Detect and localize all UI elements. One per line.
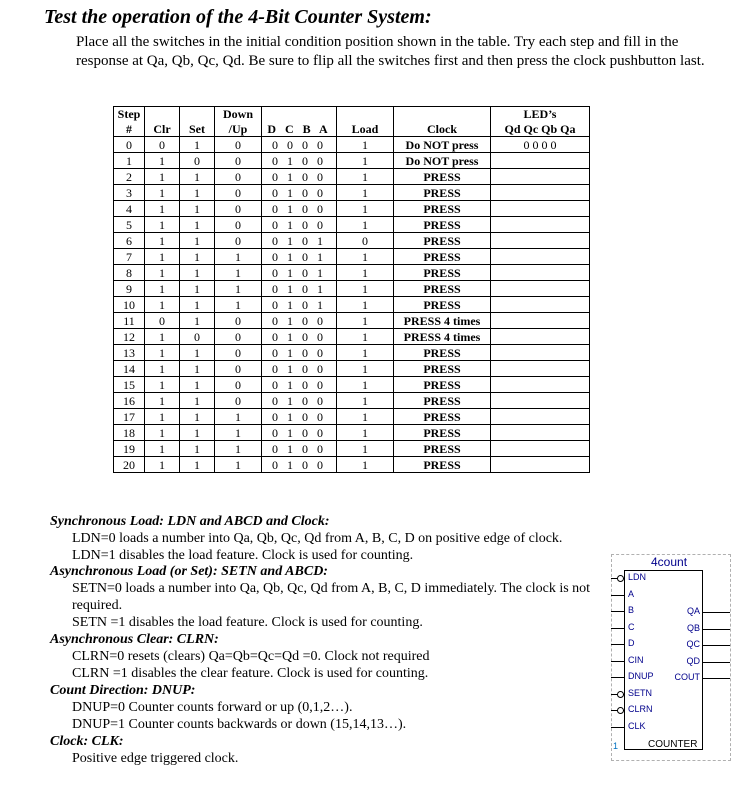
cell-clock: PRESS <box>394 393 491 409</box>
cell-down-up: 0 <box>215 361 262 377</box>
cell-clr: 0 <box>145 137 180 153</box>
cell-down-up: 0 <box>215 377 262 393</box>
cell-load: 1 <box>337 297 394 313</box>
cell-leds <box>491 313 590 329</box>
symbol-index: 1 <box>613 741 619 751</box>
cell-clr: 1 <box>145 281 180 297</box>
cell-clr: 1 <box>145 409 180 425</box>
cell-clr: Clr <box>145 121 180 137</box>
cell-load: 1 <box>337 329 394 345</box>
cell-down-up: 1 <box>215 249 262 265</box>
table-row <box>114 185 590 201</box>
cell-dcba: 0 1 0 0 <box>262 377 337 393</box>
cell-down-up: 1 <box>215 297 262 313</box>
cell-step: 14 <box>114 361 145 377</box>
cell-clr: 1 <box>145 329 180 345</box>
cell-set: 1 <box>180 393 215 409</box>
table-header-row-bottom <box>114 121 590 137</box>
cell-dcba <box>262 107 337 122</box>
input-pin-label: CLRN <box>628 704 653 714</box>
input-pin-line <box>611 611 624 612</box>
cell-down-up: 0 <box>215 185 262 201</box>
symbol-name: 4count <box>651 555 688 569</box>
cell-load: 1 <box>337 185 394 201</box>
cell-step: 17 <box>114 409 145 425</box>
cell-leds <box>491 393 590 409</box>
symbol-instance-name: COUNTER <box>648 739 698 750</box>
cell-load: 1 <box>337 425 394 441</box>
cell-set: 1 <box>180 297 215 313</box>
cell-set: 1 <box>180 201 215 217</box>
cell-clr: 1 <box>145 377 180 393</box>
cell-load: 1 <box>337 249 394 265</box>
cell-step: 5 <box>114 217 145 233</box>
async-clear-line-1: CLRN=0 resets (clears) Qa=Qb=Qc=Qd =0. Clock not required <box>72 649 430 664</box>
table-row <box>114 329 590 345</box>
async-clear-line-2: CLRN =1 disables the clear feature. Clock is used for counting. <box>72 666 429 681</box>
cell-leds <box>491 409 590 425</box>
cell-down-up: 0 <box>215 137 262 153</box>
cell-clock: PRESS <box>394 457 491 473</box>
cell-leds <box>491 457 590 473</box>
cell-leds <box>491 217 590 233</box>
input-pin-label: CIN <box>628 654 644 665</box>
output-pin-line <box>702 645 730 646</box>
cell-clock: Do NOT press <box>394 137 491 153</box>
cell-load <box>337 107 394 122</box>
cell-down-up: 0 <box>215 393 262 409</box>
cell-clock: PRESS <box>394 361 491 377</box>
table-row <box>114 201 590 217</box>
cell-clr: 1 <box>145 169 180 185</box>
cell-down-up: /Up <box>215 121 262 137</box>
cell-set: 1 <box>180 265 215 281</box>
cell-clock: PRESS 4 times <box>394 329 491 345</box>
count-direction-heading: Count Direction: DNUP: <box>50 683 196 698</box>
cell-step: 16 <box>114 393 145 409</box>
cell-clock: PRESS <box>394 185 491 201</box>
cell-dcba: 0 1 0 0 <box>262 217 337 233</box>
cell-step: 9 <box>114 281 145 297</box>
cell-clock: PRESS <box>394 441 491 457</box>
table-row <box>114 345 590 361</box>
input-pin-line <box>611 727 624 728</box>
cell-set: 1 <box>180 313 215 329</box>
cell-set: 1 <box>180 425 215 441</box>
table-row <box>114 377 590 393</box>
cell-leds <box>491 345 590 361</box>
async-clear-heading: Asynchronous Clear: CLRN: <box>50 632 219 647</box>
cell-leds <box>491 441 590 457</box>
cell-clock: PRESS <box>394 233 491 249</box>
cell-dcba: 0 1 0 0 <box>262 345 337 361</box>
cell-load: 1 <box>337 361 394 377</box>
async-load-line-2: SETN =1 disables the load feature. Clock is used for counting. <box>72 615 423 630</box>
cell-down-up: 0 <box>215 217 262 233</box>
table-row <box>114 313 590 329</box>
cell-clock <box>394 107 491 122</box>
cell-dcba: 0 0 0 0 <box>262 137 337 153</box>
cell-load: 1 <box>337 169 394 185</box>
cell-set: 0 <box>180 153 215 169</box>
cell-dcba: 0 1 0 0 <box>262 169 337 185</box>
input-pin-line <box>611 595 624 596</box>
cell-leds <box>491 281 590 297</box>
table-row <box>114 137 590 153</box>
output-pin-line <box>702 629 730 630</box>
sync-load-heading: Synchronous Load: LDN and ABCD and Clock: <box>50 514 330 529</box>
cell-load: 1 <box>337 409 394 425</box>
cell-leds <box>491 377 590 393</box>
cell-leds <box>491 425 590 441</box>
input-pin-line <box>611 677 624 678</box>
output-pin-line <box>702 678 730 679</box>
cell-dcba: 0 1 0 0 <box>262 425 337 441</box>
cell-clr: 1 <box>145 425 180 441</box>
table-row <box>114 169 590 185</box>
cell-clock: PRESS 4 times <box>394 313 491 329</box>
cell-load: 1 <box>337 153 394 169</box>
cell-dcba: 0 1 0 0 <box>262 393 337 409</box>
cell-down-up: 1 <box>215 425 262 441</box>
cell-clr: 1 <box>145 153 180 169</box>
cell-leds <box>491 153 590 169</box>
cell-clock: PRESS <box>394 249 491 265</box>
cell-set: 1 <box>180 345 215 361</box>
cell-load: Load <box>337 121 394 137</box>
cell-step: 19 <box>114 441 145 457</box>
cell-clock: PRESS <box>394 201 491 217</box>
cell-leds <box>491 297 590 313</box>
cell-load: 1 <box>337 281 394 297</box>
cell-clock: Do NOT press <box>394 153 491 169</box>
table-row <box>114 249 590 265</box>
cell-step: 8 <box>114 265 145 281</box>
cell-clr: 1 <box>145 441 180 457</box>
cell-leds <box>491 265 590 281</box>
cell-set <box>180 107 215 122</box>
cell-step: 18 <box>114 425 145 441</box>
cell-load: 1 <box>337 265 394 281</box>
cell-set: 1 <box>180 169 215 185</box>
cell-clock: Clock <box>394 121 491 137</box>
cell-down-up: 0 <box>215 153 262 169</box>
cell-clr: 1 <box>145 249 180 265</box>
cell-set: 1 <box>180 233 215 249</box>
cell-leds: 0 0 0 0 <box>491 137 590 153</box>
cell-step: 11 <box>114 313 145 329</box>
cell-set: 1 <box>180 185 215 201</box>
cell-clr: 1 <box>145 361 180 377</box>
table-row <box>114 457 590 473</box>
cell-dcba: 0 1 0 0 <box>262 409 337 425</box>
cell-dcba: 0 1 0 0 <box>262 313 337 329</box>
cell-set: 0 <box>180 329 215 345</box>
cell-step: 4 <box>114 201 145 217</box>
cell-leds <box>491 201 590 217</box>
cell-load: 1 <box>337 313 394 329</box>
cell-dcba: 0 1 0 1 <box>262 297 337 313</box>
cell-down-up: 0 <box>215 201 262 217</box>
cell-step: 7 <box>114 249 145 265</box>
cell-dcba: 0 1 0 1 <box>262 233 337 249</box>
clock-heading: Clock: CLK: <box>50 734 124 749</box>
count-direction-line-2: DNUP=1 Counter counts backwards or down (15,14,13…). <box>72 717 407 732</box>
cell-leds: Qd Qc Qb Qa <box>491 121 590 137</box>
cell-down-up: 0 <box>215 233 262 249</box>
cell-load: 1 <box>337 345 394 361</box>
cell-dcba: 0 1 0 0 <box>262 329 337 345</box>
sync-load-line-1: LDN=0 loads a number into Qa, Qb, Qc, Qd from A, B, C, D on positive edge of clock. <box>72 531 563 546</box>
table-row <box>114 425 590 441</box>
instructions-paragraph: Place all the switches in the initial condition position shown in the table. Try each step and fill in the response at Qa, Qb, Qc, Qd. Be sure to flip all the switches first and then press the clock pushbutton last. <box>76 34 705 69</box>
cell-dcba: 0 1 0 1 <box>262 249 337 265</box>
cell-load: 0 <box>337 233 394 249</box>
cell-dcba: 0 1 0 1 <box>262 265 337 281</box>
cell-dcba: 0 1 0 0 <box>262 361 337 377</box>
cell-clock: PRESS <box>394 409 491 425</box>
cell-leds <box>491 329 590 345</box>
inversion-bubble <box>617 575 624 582</box>
input-pin-label: DNUP <box>628 671 654 681</box>
cell-set: 1 <box>180 441 215 457</box>
cell-clock: PRESS <box>394 377 491 393</box>
cell-clock: PRESS <box>394 281 491 297</box>
cell-down-up: 1 <box>215 281 262 297</box>
count-direction-line-1: DNUP=0 Counter counts forward or up (0,1,2…). <box>72 700 353 715</box>
cell-down-up: 1 <box>215 457 262 473</box>
output-pin-line <box>702 662 730 663</box>
cell-clr: 1 <box>145 201 180 217</box>
cell-clr: 1 <box>145 345 180 361</box>
cell-down-up: 0 <box>215 345 262 361</box>
cell-set: 1 <box>180 281 215 297</box>
cell-dcba: 0 1 0 1 <box>262 281 337 297</box>
table-header-row-top <box>114 107 590 122</box>
cell-set: Set <box>180 121 215 137</box>
cell-clr: 1 <box>145 457 180 473</box>
cell-down-up: 1 <box>215 409 262 425</box>
cell-clock: PRESS <box>394 345 491 361</box>
cell-down-up: 0 <box>215 329 262 345</box>
cell-load: 1 <box>337 441 394 457</box>
cell-leds <box>491 233 590 249</box>
cell-clr: 1 <box>145 265 180 281</box>
input-pin-label: CLK <box>628 720 646 731</box>
cell-step: 1 <box>114 153 145 169</box>
output-pin-label: QC <box>686 639 700 649</box>
cell-clr <box>145 107 180 122</box>
table-row <box>114 409 590 425</box>
table-row <box>114 153 590 169</box>
cell-step: Step <box>114 107 145 122</box>
cell-clock: PRESS <box>394 265 491 281</box>
cell-step: 0 <box>114 137 145 153</box>
input-pin-line <box>611 661 624 662</box>
cell-step: 13 <box>114 345 145 361</box>
cell-dcba: D C B A <box>262 121 337 137</box>
cell-dcba: 0 1 0 0 <box>262 201 337 217</box>
cell-leds <box>491 169 590 185</box>
feature-notes <box>50 513 610 767</box>
cell-set: 1 <box>180 409 215 425</box>
section-title: Test the operation of the 4-Bit Counter System: <box>44 6 432 28</box>
cell-load: 1 <box>337 377 394 393</box>
input-pin-line <box>611 628 624 629</box>
cell-step: 12 <box>114 329 145 345</box>
cell-clr: 1 <box>145 217 180 233</box>
table-row <box>114 233 590 249</box>
cell-set: 1 <box>180 249 215 265</box>
cell-clr: 1 <box>145 185 180 201</box>
cell-down-up: 0 <box>215 313 262 329</box>
inversion-bubble <box>617 691 624 698</box>
inversion-bubble <box>617 707 624 714</box>
cell-load: 1 <box>337 217 394 233</box>
cell-clock: PRESS <box>394 297 491 313</box>
cell-set: 1 <box>180 137 215 153</box>
table-row <box>114 281 590 297</box>
cell-dcba: 0 1 0 0 <box>262 185 337 201</box>
input-pin-label: SETN <box>628 687 653 698</box>
cell-down-up: 1 <box>215 441 262 457</box>
clock-line-1: Positive edge triggered clock. <box>72 751 239 766</box>
cell-step: 3 <box>114 185 145 201</box>
cell-step: 15 <box>114 377 145 393</box>
cell-step: # <box>114 121 145 137</box>
cell-clr: 0 <box>145 313 180 329</box>
cell-set: 1 <box>180 361 215 377</box>
cell-dcba: 0 1 0 0 <box>262 441 337 457</box>
output-pin-label: QA <box>686 606 700 616</box>
cell-step: 10 <box>114 297 145 313</box>
input-pin-label: C <box>628 621 635 632</box>
table-row <box>114 361 590 377</box>
input-pin-line <box>611 644 624 645</box>
cell-leds: LED’s <box>491 107 590 122</box>
async-load-heading: Asynchronous Load (or Set): SETN and ABCD: <box>50 564 328 579</box>
table-row <box>114 217 590 233</box>
cell-clr: 1 <box>145 393 180 409</box>
cell-step: 20 <box>114 457 145 473</box>
cell-clr: 1 <box>145 233 180 249</box>
input-pin-label: LDN <box>628 572 647 582</box>
input-pin-label: B <box>628 605 635 615</box>
output-pin-label: QB <box>686 622 700 633</box>
table-row <box>114 393 590 409</box>
cell-load: 1 <box>337 137 394 153</box>
cell-load: 1 <box>337 201 394 217</box>
table-row <box>114 441 590 457</box>
cell-set: 1 <box>180 217 215 233</box>
cell-down-up: 0 <box>215 169 262 185</box>
cell-down-up: Down <box>215 107 262 122</box>
cell-down-up: 1 <box>215 265 262 281</box>
cell-clock: PRESS <box>394 169 491 185</box>
table-row <box>114 297 590 313</box>
cell-dcba: 0 1 0 0 <box>262 457 337 473</box>
cell-leds <box>491 185 590 201</box>
input-pin-label: D <box>628 638 635 648</box>
output-pin-label: QD <box>686 655 700 666</box>
cell-leds <box>491 249 590 265</box>
table-row <box>114 265 590 281</box>
cell-set: 1 <box>180 457 215 473</box>
cell-load: 1 <box>337 457 394 473</box>
counter-block-symbol <box>596 552 746 764</box>
output-pin-line <box>702 612 730 613</box>
cell-load: 1 <box>337 393 394 409</box>
async-load-line-1: SETN=0 loads a number into Qa, Qb, Qc, Qd from A, B, C, D immediately. The clock is not required. <box>72 581 591 613</box>
output-pin-label: COUT <box>674 672 700 682</box>
cell-clock: PRESS <box>394 217 491 233</box>
cell-step: 2 <box>114 169 145 185</box>
cell-dcba: 0 1 0 0 <box>262 153 337 169</box>
sync-load-line-2: LDN=1 disables the load feature. Clock is used for counting. <box>72 548 414 563</box>
counter-test-table <box>113 106 590 473</box>
input-pin-label: A <box>628 588 635 599</box>
cell-clr: 1 <box>145 297 180 313</box>
cell-step: 6 <box>114 233 145 249</box>
cell-leds <box>491 361 590 377</box>
cell-clock: PRESS <box>394 425 491 441</box>
cell-set: 1 <box>180 377 215 393</box>
